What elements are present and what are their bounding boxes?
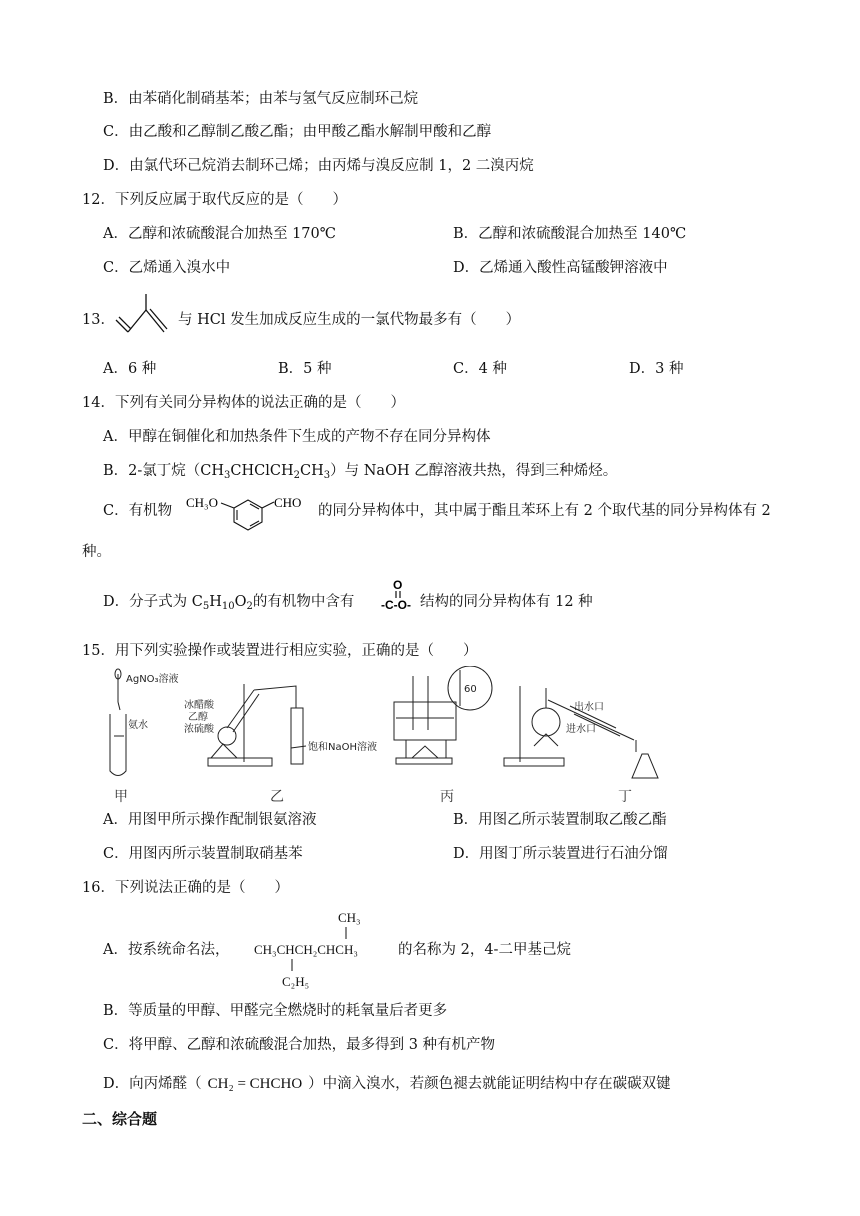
svg-text:CH₃: CH₃ — [338, 910, 361, 925]
q13-number: 13． — [82, 312, 115, 328]
q13-option-c: C．4 种 — [453, 361, 507, 377]
ester-group-structure — [380, 576, 420, 616]
q12-option-b: B．乙醇和浓硫酸混合加热至 140℃ — [453, 226, 687, 242]
q15-stem: 15．用下列实验操作或装置进行相应实验，正确的是（ ） — [82, 643, 478, 659]
svg-text:乙醇: 乙醇 — [188, 712, 208, 723]
q11-option-b: B．由苯硝化制硝基苯；由苯与氢气反应制环己烷 — [103, 91, 419, 107]
svg-text:氨水: 氨水 — [128, 720, 148, 731]
q16-option-b: B．等质量的甲醇、甲醛完全燃烧时的耗氧量后者更多 — [103, 1003, 448, 1019]
svg-text:C₂H₅: C₂H₅ — [282, 974, 310, 989]
svg-text:甲: 甲 — [114, 789, 128, 805]
section-heading: 二、综合题 — [82, 1110, 158, 1128]
q14-option-c-post: 的同分异构体中，其中属于酯且苯环上有 2 个取代基的同分异构体有 2 — [318, 503, 771, 519]
q13-option-d: D．3 种 — [629, 361, 684, 377]
svg-text:进水口: 进水口 — [566, 724, 596, 735]
svg-text:60: 60 — [464, 684, 477, 695]
q14-option-c-pre: C．有机物 — [103, 503, 173, 519]
svg-text:饱和NaOH溶液: 饱和NaOH溶液 — [308, 742, 377, 753]
q13-option-a: A．6 种 — [103, 361, 157, 377]
isoprene-structure — [112, 292, 172, 336]
q12-stem: 12．下列反应属于取代反应的是（ ） — [82, 192, 347, 208]
q15-option-d: D．用图丁所示装置进行石油分馏 — [453, 846, 668, 862]
svg-text:CH₃O: CH₃O — [186, 495, 218, 510]
q16-option-c: C．将甲醇、乙醇和浓硫酸混合加热，最多得到 3 种有机产物 — [103, 1037, 496, 1053]
q11-option-c: C．由乙酸和乙醇制乙酸乙酯；由甲酸乙酯水解制甲酸和乙醇 — [103, 124, 492, 140]
svg-text:CHO: CHO — [274, 495, 302, 510]
q11-option-d: D．由氯代环己烷消去制环己烯；由丙烯与溴反应制 1，2 二溴丙烷 — [103, 158, 534, 174]
q15-option-c: C．用图丙所示装置制取硝基苯 — [103, 846, 303, 862]
q12-option-d: D．乙烯通入酸性高锰酸钾溶液中 — [453, 260, 668, 276]
q16-option-d: D．向丙烯醛（ CH₂ = CHCHO ）中滴入溴水，若颜色褪去就能证明结构中存在碳碳双键 — [103, 1076, 671, 1092]
svg-text:AgNO₃溶液: AgNO₃溶液 — [126, 674, 179, 685]
svg-text:O: O — [393, 578, 403, 592]
methoxybenzaldehyde-structure — [184, 490, 312, 532]
svg-text:丙: 丙 — [440, 789, 454, 805]
q14-stem: 14．下列有关同分异构体的说法正确的是（ ） — [82, 395, 405, 411]
acrolein-formula: CH₂ = CHCHO — [207, 1076, 303, 1092]
q12-option-c: C．乙烯通入溴水中 — [103, 260, 231, 276]
q14-option-a: A．甲醇在铜催化和加热条件下生成的产物不存在同分异构体 — [103, 429, 491, 445]
svg-text:浓硫酸: 浓硫酸 — [184, 724, 214, 735]
q14-option-d-post: 结构的同分异构体有 12 种 — [420, 594, 593, 610]
branched-alkane-structure — [252, 906, 394, 990]
q12-option-a: A．乙醇和浓硫酸混合加热至 170℃ — [103, 226, 336, 242]
q14-option-b: B．2-氯丁烷$(CH_3CHClCH_2CH_3)$与 NaOH 乙醇溶液共热，得到三种烯烃。 — [103, 463, 618, 481]
svg-text:冰醋酸: 冰醋酸 — [184, 700, 214, 711]
q14-option-d: D．分子式为 $C_5H_{10}O_2$的有机物中含有 — [103, 594, 355, 612]
svg-text:丁: 丁 — [618, 789, 632, 805]
q13-option-b: B．5 种 — [278, 361, 332, 377]
svg-text:乙: 乙 — [270, 789, 284, 805]
svg-text:CH₃CHCH₂CHCH₃: CH₃CHCH₂CHCH₃ — [254, 942, 358, 957]
q14-option-c-cont: 种。 — [82, 544, 111, 560]
svg-text:出水口: 出水口 — [574, 702, 604, 713]
q16-option-a-pre: A．按系统命名法， — [103, 942, 230, 958]
q13-stem: 与 HCl 发生加成反应生成的一氯代物最多有（ ） — [178, 312, 521, 328]
q16-stem: 16．下列说法正确的是（ ） — [82, 880, 289, 896]
q15-option-a: A．用图甲所示操作配制银氨溶液 — [103, 812, 317, 828]
svg-text:-C-O-: -C-O- — [381, 598, 411, 612]
q16-option-a-post: 的名称为 2，4-二甲基己烷 — [398, 942, 571, 958]
q15-apparatus-figure — [96, 666, 676, 806]
q15-option-b: B．用图乙所示装置制取乙酸乙酯 — [453, 812, 667, 828]
